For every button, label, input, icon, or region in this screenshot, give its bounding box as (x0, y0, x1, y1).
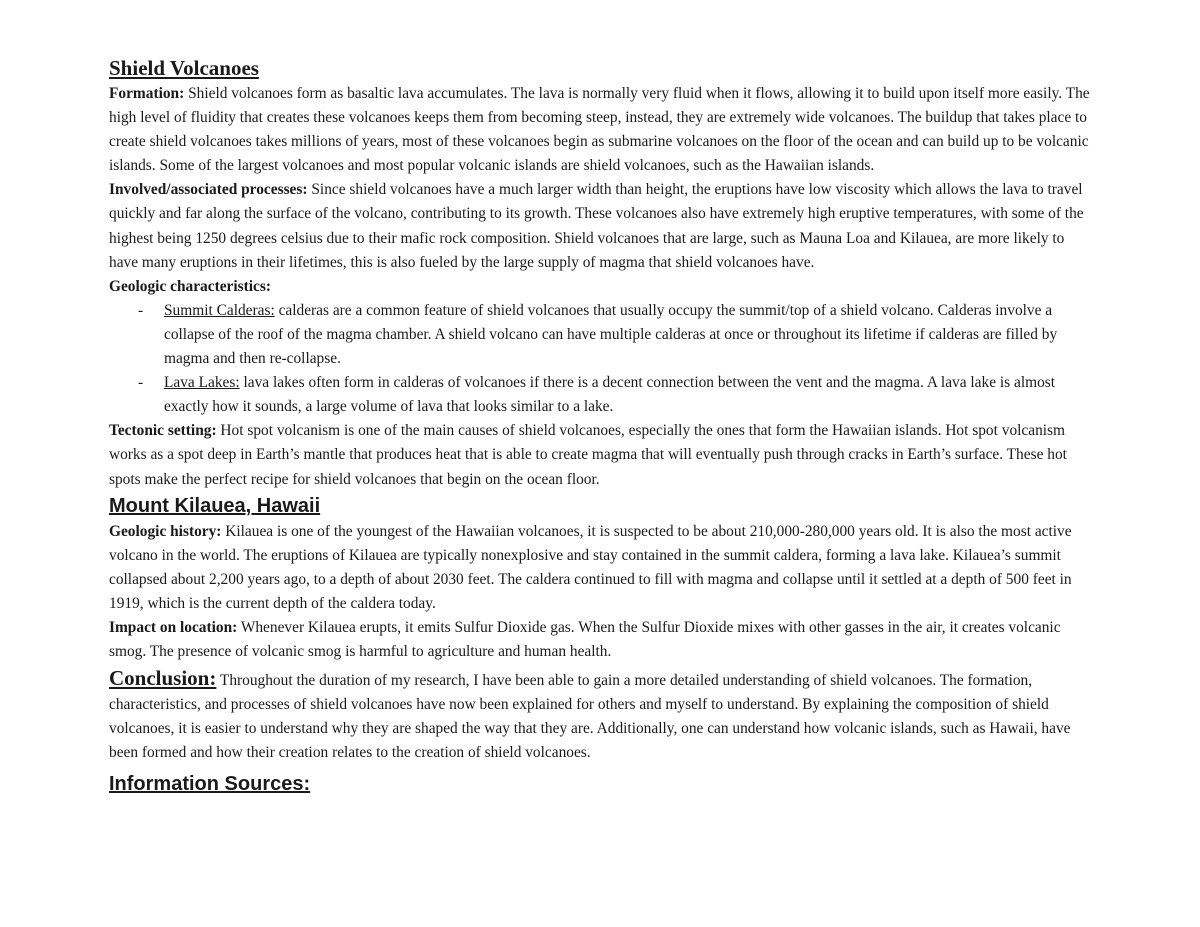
history-label: Geologic history: (109, 522, 222, 540)
formation-paragraph (109, 82, 1094, 178)
impact-paragraph (109, 616, 1094, 664)
summit-calderas-text: calderas are a common feature of shield volcanoes that usually occupy the summit/top of a shield volcano. Calderas involve a collapse of the roof of the magma chamber. A shield volcano can have multiple calderas at once or throughout its lifetime if calderas are filled by magma and then re-collapse. (164, 301, 1058, 368)
shield-volcanoes-heading: Shield Volcanoes (109, 56, 259, 80)
lava-lakes-term: Lava Lakes: (164, 374, 240, 392)
tectonic-paragraph (109, 419, 1094, 491)
formation-label: Formation: (109, 85, 185, 102)
characteristics-heading (109, 275, 1094, 299)
processes-text: Since shield volcanoes have a much larger width than height, the eruptions have low viscosity which allows the lava to travel quickly and far along the surface of the volcano, contributing to its growth. These volcanoes also have extremely high eruptive temperatures, with some of the highest being 1250 degrees celsius due to their mafic rock composition. Shield volcanoes that are large, such as Mauna Loa and Kilauea, are more likely to have many eruptions in their lifetimes, this is also fueled by the large supply of magma that shield volcanoes have. (109, 181, 1084, 271)
document-page (109, 54, 1094, 798)
dash-bullet: - (138, 374, 144, 392)
impact-label: Impact on location: (109, 618, 238, 636)
processes-paragraph (109, 178, 1094, 274)
characteristics-list (109, 299, 1094, 419)
history-text: Kilauea is one of the youngest of the Hawaiian volcanoes, it is suspected to be about 210,000-280,000 years old. It is also the most active volcano in the world. The eruptions of Kilauea are typically nonexplosive and stay contained in the summit caldera, forming a lava lake. Kilauea’s summit collapsed about 2,200 years ago, to a depth of about 2030 feet. The caldera continued to fill with magma and collapse until it settled at a depth of 500 feet in 1919, which is the current depth of the caldera today. (109, 522, 1072, 612)
summit-calderas-term: Summit Calderas: (164, 301, 275, 319)
kilauea-heading: Mount Kilauea, Hawaii (109, 494, 321, 517)
tectonic-text: Hot spot volcanism is one of the main causes of shield volcanoes, especially the ones that form the Hawaiian islands. Hot spot volcanism works as a spot deep in Earth’s mantle that produces heat that is able to create magma that will eventually push through cracks in Earth’s surface. These hot spots make the perfect recipe for shield volcanoes that begin on the ocean floor. (109, 422, 1067, 488)
conclusion-text: Throughout the duration of my research, I have been able to gain a more detailed understanding of shield volcanoes. The formation, characteristics, and processes of shield volcanoes have now been explained for others and myself to understand. By explaining the composition of shield volcanoes, it is easier to understand why they are shaped the way that they are. Additionally, one can understand how volcanic islands, such as Hawaii, have been formed and how their creation relates to the creation of shield volcanoes. (109, 672, 1071, 762)
characteristics-label: Geologic characteristics: (109, 277, 271, 295)
conclusion-heading: Conclusion: (109, 666, 217, 691)
processes-label: Involved/associated processes: (109, 181, 308, 199)
information-sources-heading: Information Sources: (109, 772, 311, 795)
conclusion-paragraph (109, 666, 1094, 765)
tectonic-label: Tectonic setting: (109, 422, 217, 440)
lava-lakes-text: lava lakes often form in calderas of volcanoes if there is a decent connection between the vent and the magma. A lava lake is almost exactly how it sounds, a large volume of lava that looks similar to a lake. (164, 374, 1056, 416)
history-paragraph (109, 520, 1094, 616)
dash-bullet: - (138, 301, 144, 319)
formation-text: Shield volcanoes form as basaltic lava accumulates. The lava is normally very fluid when it flows, allowing it to build upon itself more easily. The high level of fluidity that creates these volcanoes keeps them from becoming steep, instead, they are extremely wide volcanoes. The buildup that takes place to create shield volcanoes takes millions of years, most of these volcanoes begin as submarine volcanoes on the floor of the ocean and can build up to be volcanic islands. Some of the largest volcanoes and most popular volcanic islands are shield volcanoes, such as the Hawaiian islands. (109, 85, 1090, 175)
list-item (109, 371, 1094, 419)
list-item (109, 299, 1094, 371)
impact-text: Whenever Kilauea erupts, it emits Sulfur Dioxide gas. When the Sulfur Dioxide mixes with other gasses in the air, it creates volcanic smog. The presence of volcanic smog is harmful to agriculture and human health. (109, 618, 1061, 661)
